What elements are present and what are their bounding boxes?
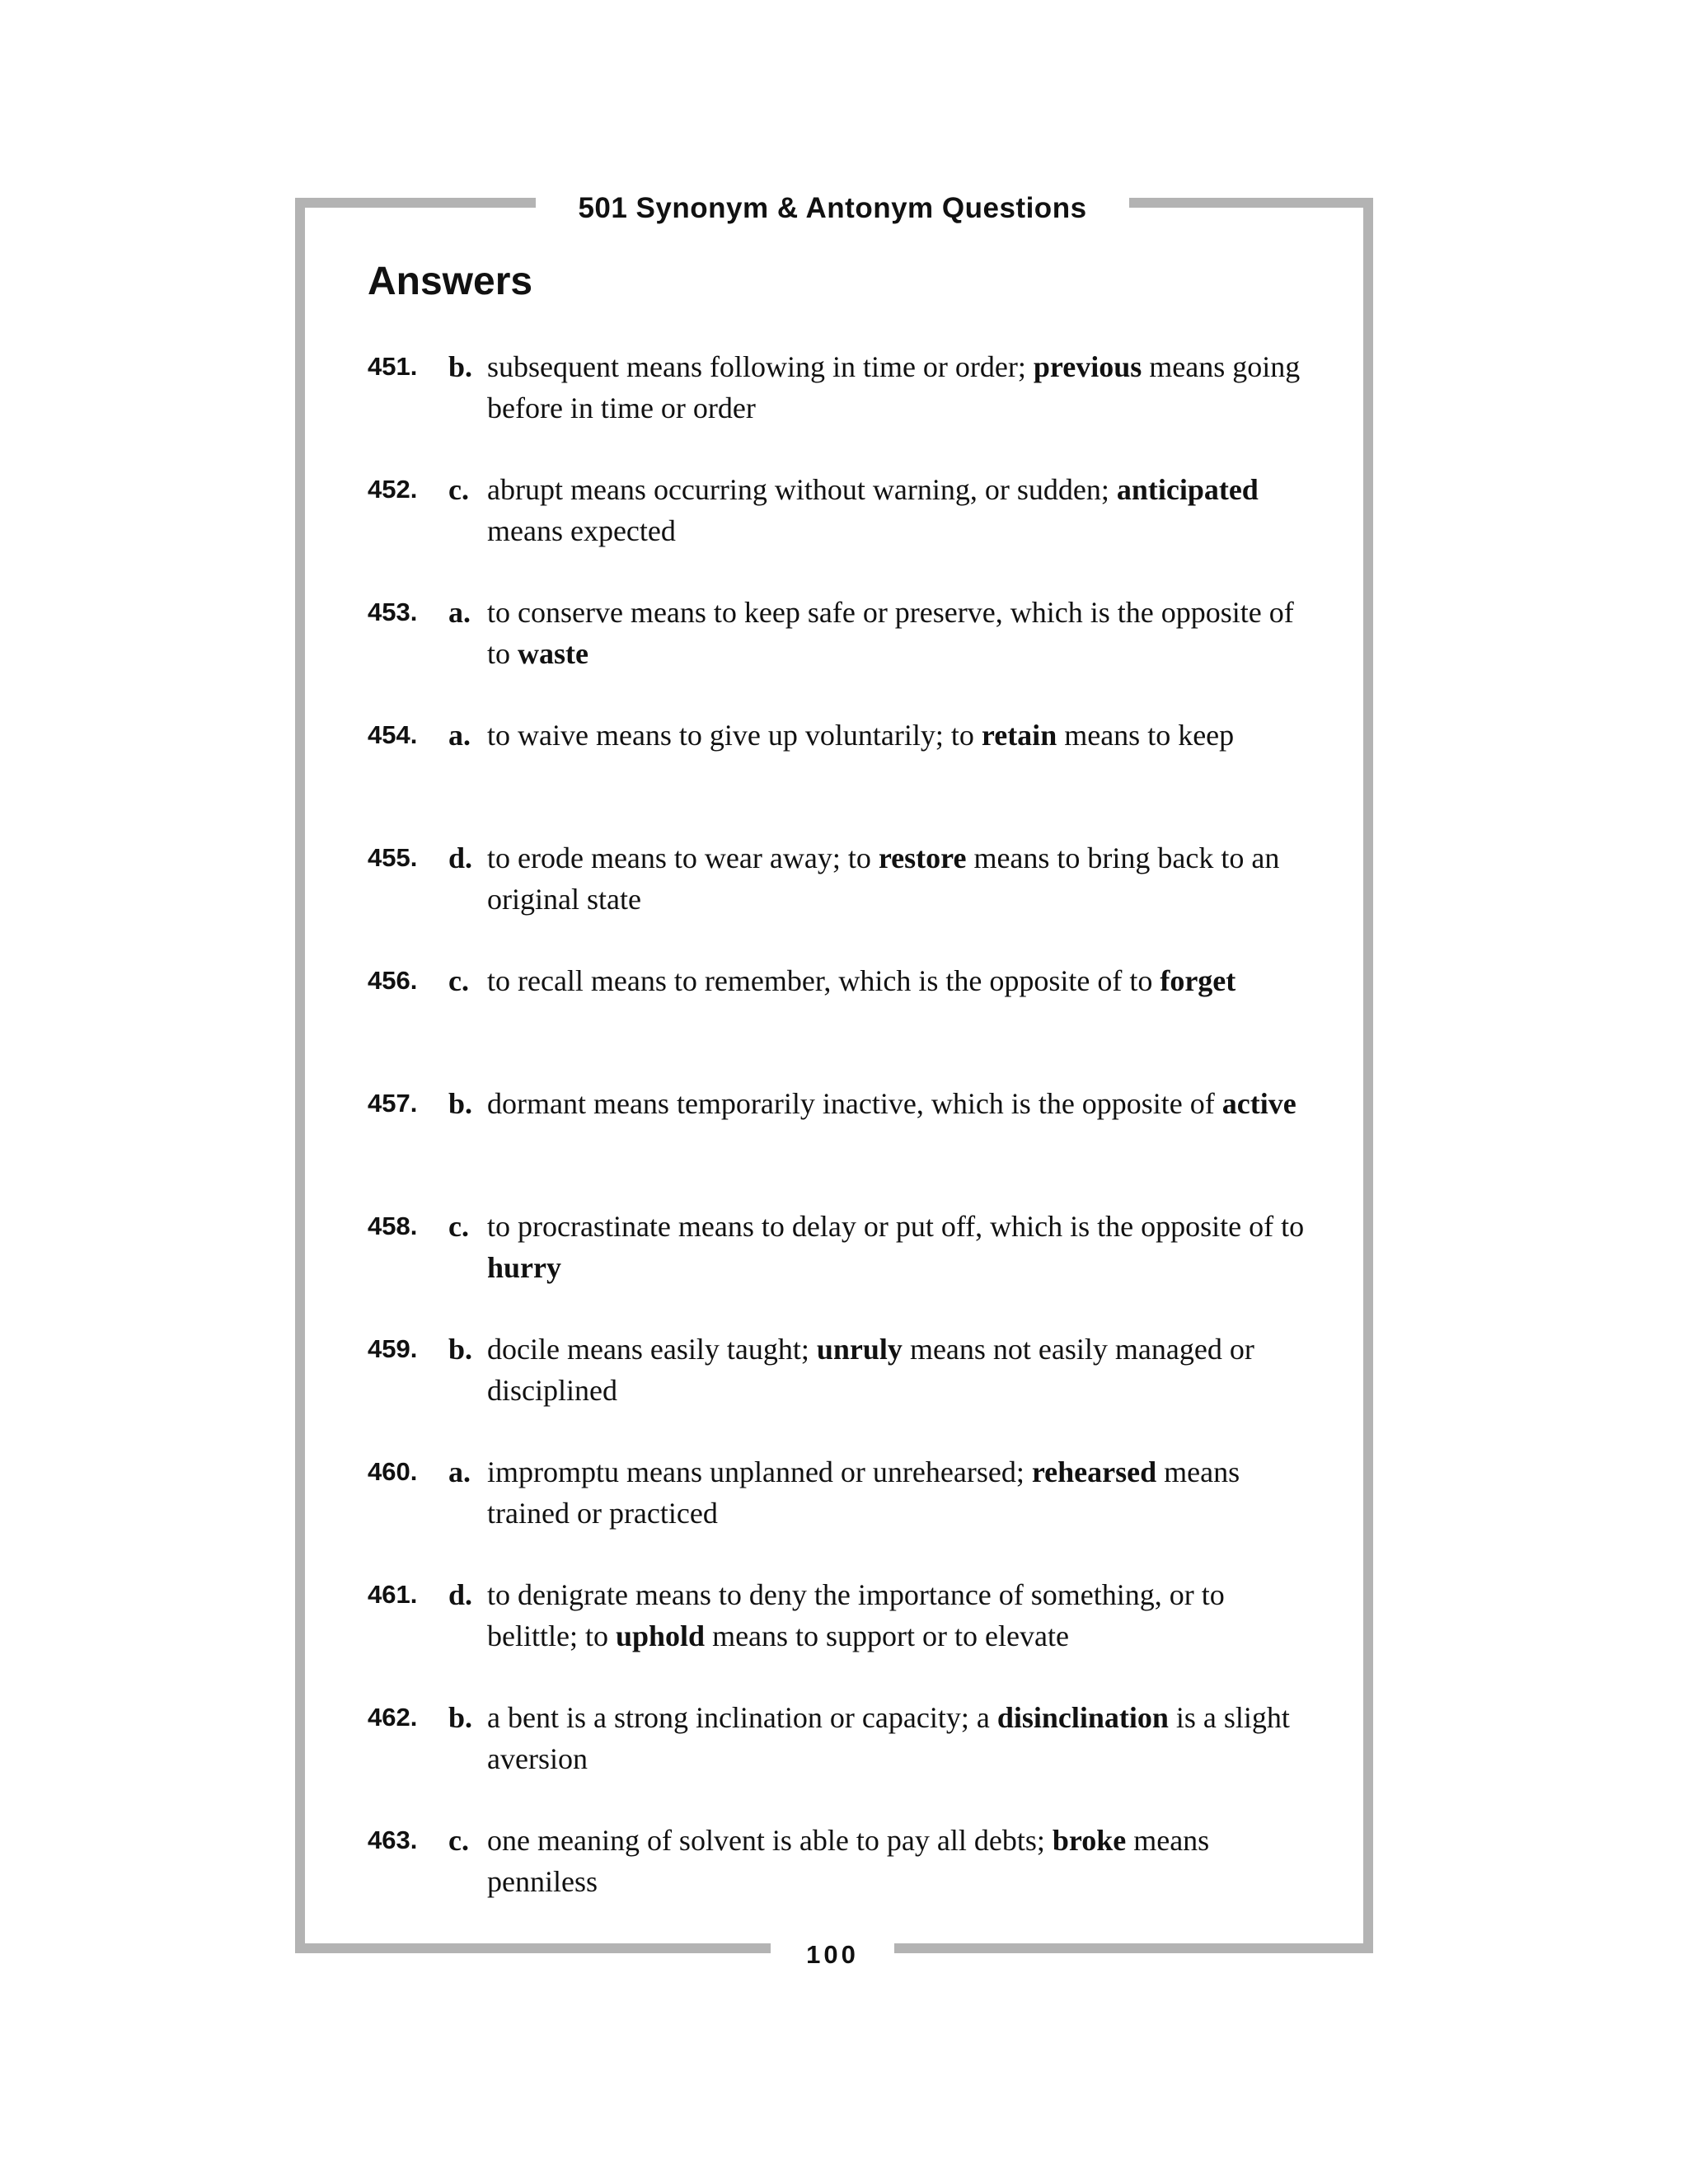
answer-number: 461. bbox=[368, 1580, 418, 1609]
answer-item bbox=[368, 715, 1315, 837]
answer-item bbox=[368, 1329, 1315, 1451]
answer-number: 462. bbox=[368, 1703, 418, 1732]
answer-number: 456. bbox=[368, 966, 418, 995]
answer-list bbox=[368, 346, 1315, 1943]
answer-explanation bbox=[487, 346, 1311, 429]
explanation-text: to waive means to give up voluntarily; to bbox=[487, 719, 982, 752]
answer-item bbox=[368, 1820, 1315, 1943]
explanation-text: means expected bbox=[487, 514, 676, 547]
answer-explanation bbox=[487, 1820, 1311, 1902]
answer-number: 459. bbox=[368, 1334, 418, 1363]
answer-keyword: restore bbox=[878, 841, 967, 874]
answer-number: 460. bbox=[368, 1457, 418, 1486]
answer-explanation bbox=[487, 1697, 1311, 1779]
answer-choice-letter: d. bbox=[448, 1578, 473, 1611]
answer-explanation bbox=[487, 469, 1311, 551]
explanation-text: to conserve means to keep safe or preserve, which is the opposite of to bbox=[487, 596, 1294, 670]
explanation-text: to erode means to wear away; to bbox=[487, 841, 879, 874]
page-number: 100 bbox=[771, 1938, 894, 1971]
answer-keyword: disinclination bbox=[996, 1701, 1169, 1734]
explanation-text: means trained or practiced bbox=[487, 1455, 1240, 1530]
explanation-text: to procrastinate means to delay or put off, which is the opposite of to bbox=[487, 1210, 1305, 1243]
answer-explanation bbox=[487, 1206, 1311, 1288]
explanation-text: means to support or to elevate bbox=[705, 1619, 1069, 1652]
explanation-text: impromptu means unplanned or unrehearsed; bbox=[487, 1455, 1032, 1488]
answer-keyword: active bbox=[1221, 1087, 1296, 1120]
answer-item bbox=[368, 1697, 1315, 1820]
answer-choice-letter: c. bbox=[448, 964, 469, 997]
answer-number: 454. bbox=[368, 720, 418, 749]
answer-choice-letter: a. bbox=[448, 1455, 471, 1488]
answer-keyword: rehearsed bbox=[1031, 1455, 1157, 1488]
answer-explanation bbox=[487, 715, 1311, 756]
answer-explanation bbox=[487, 960, 1311, 1001]
answer-keyword: uphold bbox=[615, 1619, 706, 1652]
answer-explanation bbox=[487, 1329, 1311, 1411]
answer-number: 453. bbox=[368, 598, 418, 626]
answer-explanation bbox=[487, 1574, 1311, 1657]
explanation-text: dormant means temporarily inactive, which is the opposite of bbox=[487, 1087, 1222, 1120]
explanation-text: a bent is a strong inclination or capacity; a bbox=[487, 1701, 997, 1734]
answer-item bbox=[368, 960, 1315, 1083]
answer-explanation bbox=[487, 592, 1311, 674]
answer-item bbox=[368, 592, 1315, 715]
explanation-text: means to keep bbox=[1057, 719, 1235, 752]
explanation-text: docile means easily taught; bbox=[487, 1333, 817, 1366]
explanation-text: subsequent means following in time or order; bbox=[487, 350, 1034, 383]
answer-choice-letter: c. bbox=[448, 473, 469, 506]
answer-keyword: anticipated bbox=[1116, 473, 1259, 506]
answer-choice-letter: b. bbox=[448, 1333, 473, 1366]
answer-explanation bbox=[487, 1451, 1311, 1534]
answer-choice-letter: a. bbox=[448, 719, 471, 752]
explanation-text: to recall means to remember, which is the opposite of to bbox=[487, 964, 1160, 997]
answer-keyword: previous bbox=[1033, 350, 1142, 383]
answer-choice-letter: c. bbox=[448, 1824, 469, 1857]
explanation-text: is a slight aversion bbox=[487, 1701, 1290, 1775]
answer-item bbox=[368, 1574, 1315, 1697]
answer-number: 451. bbox=[368, 352, 418, 381]
explanation-text: means not easily managed or disciplined bbox=[487, 1333, 1254, 1407]
answer-number: 455. bbox=[368, 843, 418, 872]
answer-item bbox=[368, 346, 1315, 469]
answer-item bbox=[368, 469, 1315, 592]
answer-choice-letter: d. bbox=[448, 841, 473, 874]
answer-choice-letter: a. bbox=[448, 596, 471, 629]
answer-keyword: hurry bbox=[487, 1251, 561, 1284]
answer-number: 463. bbox=[368, 1825, 418, 1854]
answer-number: 457. bbox=[368, 1089, 418, 1118]
explanation-text: means to bring back to an original state bbox=[487, 841, 1280, 916]
answer-choice-letter: c. bbox=[448, 1210, 469, 1243]
answer-keyword: forget bbox=[1160, 964, 1236, 997]
answer-choice-letter: b. bbox=[448, 1701, 473, 1734]
explanation-text: means going before in time or order bbox=[487, 350, 1301, 424]
explanation-text: means penniless bbox=[487, 1824, 1210, 1898]
answer-number: 458. bbox=[368, 1212, 418, 1240]
section-heading: Answers bbox=[368, 260, 533, 303]
answer-keyword: unruly bbox=[816, 1333, 903, 1366]
running-header-title: 501 Synonym & Antonym Questions bbox=[536, 185, 1129, 232]
answer-keyword: waste bbox=[518, 637, 588, 670]
explanation-text: abrupt means occurring without warning, or sudden; bbox=[487, 473, 1117, 506]
answer-keyword: retain bbox=[981, 719, 1057, 752]
explanation-text: one meaning of solvent is able to pay all debts; bbox=[487, 1824, 1053, 1857]
answer-item bbox=[368, 1206, 1315, 1329]
answer-keyword: broke bbox=[1052, 1824, 1127, 1857]
answer-explanation bbox=[487, 837, 1311, 920]
answer-choice-letter: b. bbox=[448, 1087, 473, 1120]
answer-item bbox=[368, 1451, 1315, 1574]
answer-number: 452. bbox=[368, 475, 418, 504]
answer-choice-letter: b. bbox=[448, 350, 473, 383]
explanation-text: to denigrate means to deny the importance of something, or to belittle; to bbox=[487, 1578, 1225, 1652]
answer-item bbox=[368, 837, 1315, 960]
answer-explanation bbox=[487, 1083, 1311, 1124]
answer-item bbox=[368, 1083, 1315, 1206]
